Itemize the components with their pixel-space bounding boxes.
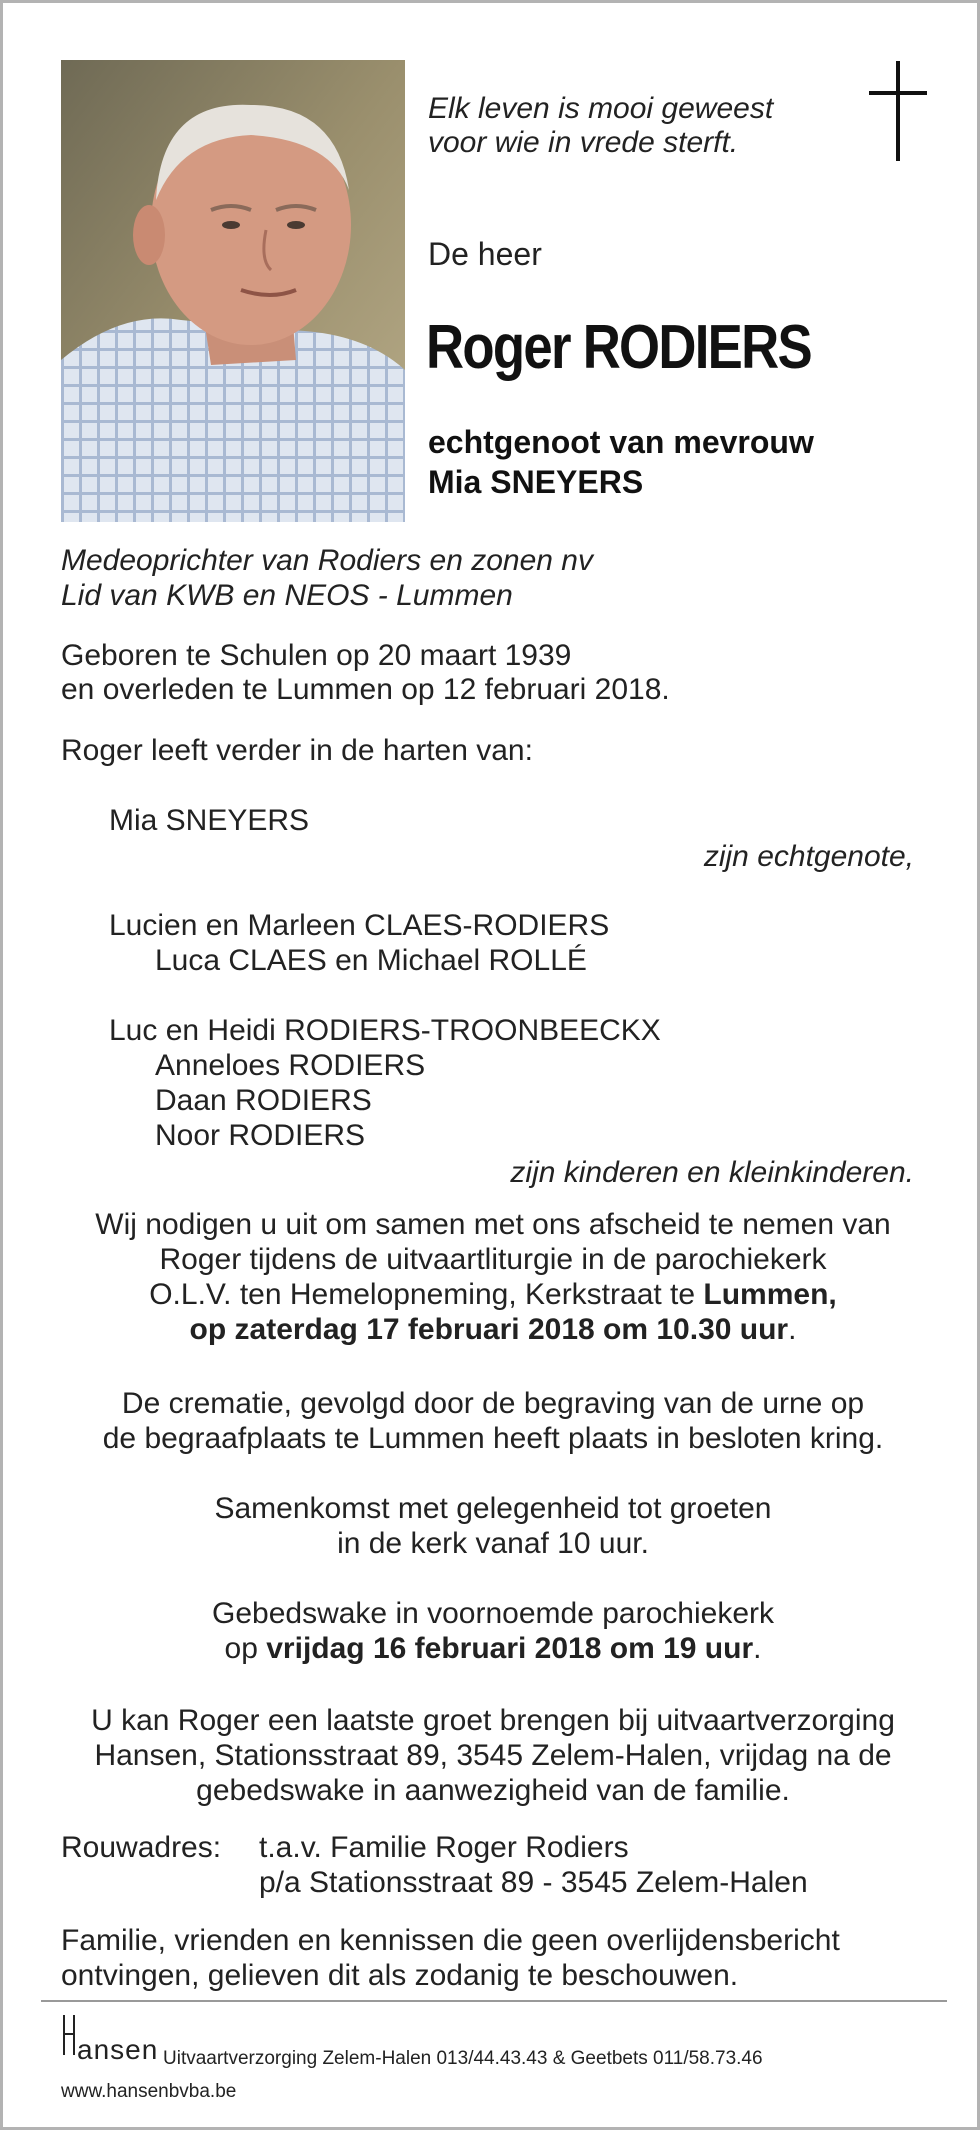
invitation-line-4 bbox=[43, 1312, 943, 1347]
invitation-line-3 bbox=[43, 1277, 943, 1312]
invitation-line-2: Roger tijdens de uitvaartliturgie in de parochiekerk bbox=[159, 1243, 827, 1276]
honorific: De heer bbox=[428, 236, 542, 272]
farewell-block bbox=[43, 1703, 943, 1808]
role-line-2: Lid van KWB en NEOS - Lummen bbox=[61, 579, 513, 612]
address-line-1: t.a.v. Familie Roger Rodiers bbox=[259, 1831, 629, 1864]
vigil-block bbox=[43, 1596, 943, 1666]
address-label: Rouwadres: bbox=[61, 1831, 222, 1864]
deceased-name: Roger RODIERS bbox=[426, 313, 811, 382]
vigil-datetime: vrijdag 16 februari 2018 om 19 uur bbox=[266, 1632, 754, 1665]
footer-divider bbox=[41, 2000, 947, 2002]
hansen-logo bbox=[61, 2013, 171, 2073]
vigil-period: . bbox=[753, 1632, 762, 1665]
quote-line-1: Elk leven is mooi geweest bbox=[428, 92, 774, 125]
closing-line-1: Familie, vrienden en kennissen die geen overlijdensbericht bbox=[61, 1924, 840, 1957]
footer-company: Uitvaartverzorging Zelem-Halen 013/44.43.43 & Geetbets 011/58.73.46 bbox=[163, 2048, 763, 2069]
grandchild-3: Daan RODIERS bbox=[155, 1084, 372, 1117]
vigil-prefix: op bbox=[224, 1632, 267, 1665]
child-2: Luc en Heidi RODIERS-TROONBEECKX bbox=[109, 1014, 661, 1047]
gathering-block bbox=[43, 1491, 943, 1561]
invitation-line-3-text: O.L.V. ten Hemelopneming, Kerkstraat te bbox=[149, 1278, 704, 1311]
portrait-photo bbox=[61, 60, 405, 522]
address-line-2: p/a Stationsstraat 89 - 3545 Zelem-Halen bbox=[259, 1866, 808, 1899]
closing-line-2: ontvingen, gelieven dit als zodanig te beschouwen. bbox=[61, 1959, 739, 1992]
invitation-period: . bbox=[788, 1313, 797, 1346]
spouse-line-2: Mia SNEYERS bbox=[428, 464, 644, 500]
cremation-block bbox=[43, 1386, 943, 1456]
farewell-line-1: U kan Roger een laatste groet brengen bij uitvaartverzorging bbox=[91, 1704, 895, 1737]
vigil-line-1: Gebedswake in voornoemde parochiekerk bbox=[212, 1597, 774, 1630]
gathering-line-1: Samenkomst met gelegenheid tot groeten bbox=[214, 1492, 772, 1525]
cremation-line-1: De crematie, gevolgd door de begraving van de urne op bbox=[121, 1387, 865, 1420]
funeral-datetime: op zaterdag 17 februari 2018 om 10.30 uur bbox=[189, 1313, 789, 1346]
invitation-block bbox=[43, 1207, 943, 1347]
child-1: Lucien en Marleen CLAES-RODIERS bbox=[109, 909, 610, 942]
cross-icon bbox=[863, 61, 933, 161]
cremation-line-2: de begraafplaats te Lummen heeft plaats in besloten kring. bbox=[102, 1422, 884, 1455]
grandchild-4: Noor RODIERS bbox=[155, 1119, 366, 1152]
grandchild-1: Luca CLAES en Michael ROLLÉ bbox=[155, 944, 587, 977]
spouse-label: zijn echtgenote, bbox=[703, 840, 914, 873]
children-label: zijn kinderen en kleinkinderen. bbox=[510, 1156, 914, 1189]
death-line: en overleden te Lummen op 12 februari 2018. bbox=[61, 673, 670, 706]
farewell-line-3: gebedswake in aanwezigheid van de familie. bbox=[196, 1774, 790, 1807]
footer-website: www.hansenbvba.be bbox=[61, 2081, 237, 2102]
birth-line: Geboren te Schulen op 20 maart 1939 bbox=[61, 639, 572, 672]
survivors-intro: Roger leeft verder in de harten van: bbox=[61, 734, 533, 767]
spouse-line-1: echtgenoot van mevrouw bbox=[428, 424, 814, 460]
gathering-line-2: in de kerk vanaf 10 uur. bbox=[337, 1527, 649, 1560]
invitation-line-1: Wij nodigen u uit om samen met ons afscheid te nemen van bbox=[95, 1208, 891, 1241]
invitation-place: Lummen, bbox=[703, 1278, 837, 1311]
farewell-line-2: Hansen, Stationsstraat 89, 3545 Zelem-Halen, vrijdag na de bbox=[94, 1739, 892, 1772]
logo-text: ansen bbox=[77, 2034, 159, 2065]
quote-line-2: voor wie in vrede sterft. bbox=[428, 126, 739, 159]
grandchild-2: Anneloes RODIERS bbox=[155, 1049, 426, 1082]
vigil-line-2 bbox=[43, 1631, 943, 1666]
role-line-1: Medeoprichter van Rodiers en zonen nv bbox=[61, 544, 593, 577]
spouse-name: Mia SNEYERS bbox=[109, 804, 310, 837]
